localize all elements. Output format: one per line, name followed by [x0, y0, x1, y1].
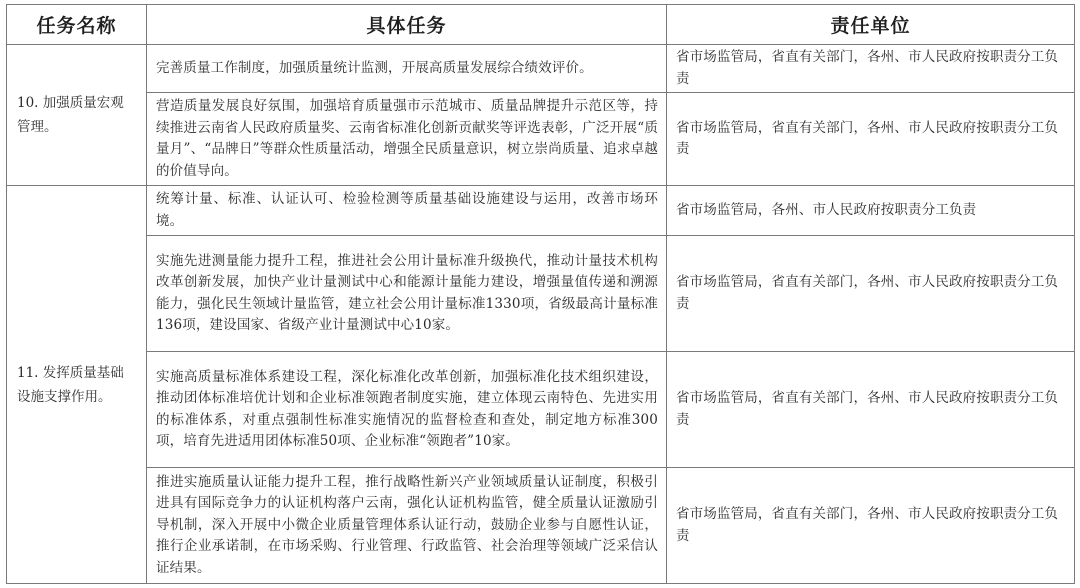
- header-specific-task: 具体任务: [147, 5, 667, 45]
- responsible-unit-cell: 省市场监管局，省直有关部门，各州、市人民政府按职责分工负责: [667, 468, 1075, 584]
- task-name-cell: 11. 发挥质量基础设施支撑作用。: [7, 186, 147, 584]
- task-name-cell: 10. 加强质量宏观管理。: [7, 45, 147, 186]
- specific-task-cell: 营造质量发展良好氛围，加强培育质量强市示范城市、质量品牌提升示范区等，持续推进云南省人民政府质量奖、云南省标准化创新贡献奖等评选表彰，广泛开展“质量月”、“品牌日”等群众性质量活动，增强全民质量意识，树立崇尚质量、追求卓越的价值导向。: [147, 93, 667, 186]
- specific-task-cell: 实施先进测量能力提升工程，推进社会公用计量标准升级换代，推动计量技术机构改革创新发展，加快产业计量测试中心和能源计量能力建设，增强量值传递和溯源能力，强化民生领域计量监管，建立社会公用计量标准1330项，省级最高计量标准136项，建设国家、省级产业计量测试中心10家。: [147, 236, 667, 352]
- table-row: [7, 352, 1075, 468]
- specific-task-cell: 完善质量工作制度，加强质量统计监测，开展高质量发展综合绩效评价。: [147, 45, 667, 93]
- responsible-unit-cell: 省市场监管局，省直有关部门，各州、市人民政府按职责分工负责: [667, 45, 1075, 93]
- responsible-unit-cell: 省市场监管局，省直有关部门，各州、市人民政府按职责分工负责: [667, 236, 1075, 352]
- header-row: [7, 5, 1075, 45]
- responsible-unit-cell: 省市场监管局，各州、市人民政府按职责分工负责: [667, 186, 1075, 236]
- specific-task-cell: 推进实施质量认证能力提升工程，推行战略性新兴产业领域质量认证制度，积极引进具有国际竞争力的认证机构落户云南，强化认证机构监管，健全质量认证激励引导机制，深入开展中小微企业质量管理体系认证行动，鼓励企业参与自愿性认证，推行企业承诺制，在市场采购、行业管理、行政监管、社会治理等领域广泛采信认证结果。: [147, 468, 667, 584]
- responsible-unit-cell: 省市场监管局，省直有关部门，各州、市人民政府按职责分工负责: [667, 93, 1075, 186]
- header-task-name: 任务名称: [7, 5, 147, 45]
- table-row: [7, 236, 1075, 352]
- table-row: [7, 93, 1075, 186]
- header-responsible-unit: 责任单位: [667, 5, 1075, 45]
- specific-task-cell: 实施高质量标准体系建设工程，深化标准化改革创新，加强标准化技术组织建设，推动团体标准培优计划和企业标准领跑者制度实施，建立体现云南特色、先进实用的标准体系，对重点强制性标准实施情况的监督检查和查处，制定地方标准300项，培育先进适用团体标准50项、企业标准“领跑者”10家。: [147, 352, 667, 468]
- specific-task-cell: 统筹计量、标准、认证认可、检验检测等质量基础设施建设与运用，改善市场环境。: [147, 186, 667, 236]
- task-table: [6, 4, 1075, 584]
- responsible-unit-cell: 省市场监管局，省直有关部门，各州、市人民政府按职责分工负责: [667, 352, 1075, 468]
- table-row: [7, 45, 1075, 93]
- table-row: [7, 186, 1075, 236]
- table-row: [7, 468, 1075, 584]
